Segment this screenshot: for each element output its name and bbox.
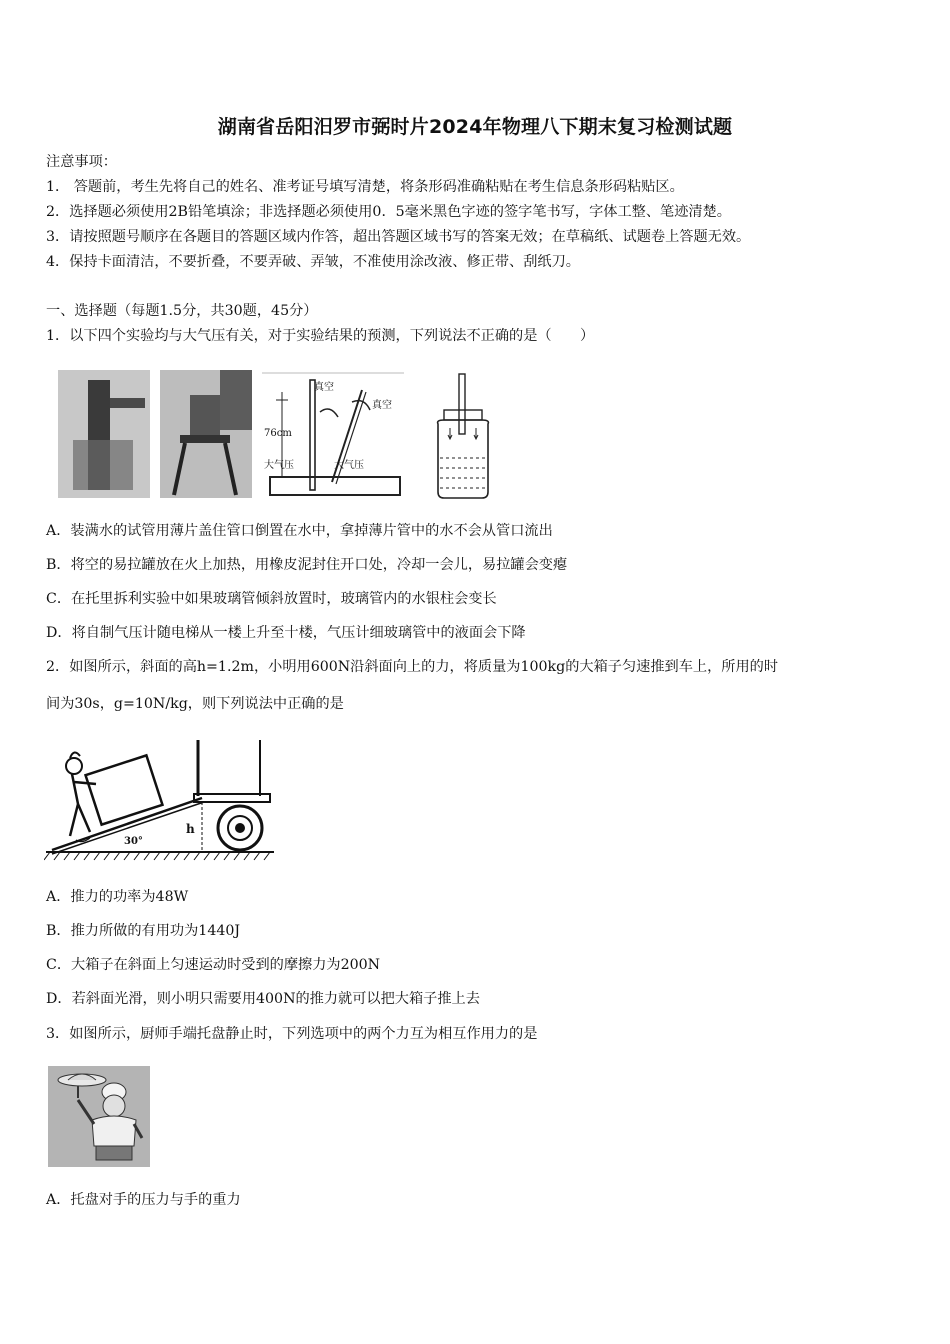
q1-photo-can-heating xyxy=(160,370,252,498)
q1-option-d: D．将自制气压计随电梯从一楼上升至十楼，气压计细玻璃管中的液面会下降 xyxy=(46,625,526,641)
q2-option-a: A．推力的功率为48W xyxy=(46,889,189,905)
label-76cm: 76cm xyxy=(264,428,292,439)
q1-stem: 1．以下四个实验均与大气压有关，对于实验结果的预测，下列说法不正确的是（ ） xyxy=(46,328,595,344)
q1-option-a: A．装满水的试管用薄片盖住管口倒置在水中，拿掉薄片管中的水不会从管口流出 xyxy=(46,523,553,539)
label-atm-2: 大气压 xyxy=(334,460,364,471)
q2-stem-line-1: 2．如图所示，斜面的高h=1.2m，小明用600N沿斜面向上的力，将质量为100kg的大箱子匀速推到车上，所用的时 xyxy=(46,659,779,675)
q1-photo-test-tube xyxy=(58,370,150,498)
page-title: 湖南省岳阳汨罗市弼时片2024年物理八下期末复习检测试题 xyxy=(217,116,733,138)
notes-heading: 注意事项： xyxy=(46,154,117,170)
label-angle: 30° xyxy=(124,836,143,847)
section-heading: 一、选择题（每题1.5分，共30题，45分） xyxy=(46,303,318,319)
q2-option-c: C．大箱子在斜面上匀速运动时受到的摩擦力为200N xyxy=(46,957,381,973)
note-item-1: 1． 答题前，考生先将自己的姓名、准考证号填写清楚，将条形码准确粘贴在考生信息条形码粘贴区。 xyxy=(46,179,684,195)
q1-option-b: B．将空的易拉罐放在火上加热，用橡皮泥封住开口处，冷却一会儿，易拉罐会变瘪 xyxy=(46,557,568,573)
q2-option-d: D．若斜面光滑，则小明只需要用400N的推力就可以把大箱子推上去 xyxy=(46,991,480,1007)
label-atm-1: 大气压 xyxy=(264,460,294,471)
note-item-2: 2．选择题必须使用2B铅笔填涂；非选择题必须使用0．5毫米黑色字迹的签字笔书写，字体工整、笔迹清楚。 xyxy=(46,204,731,220)
q3-option-a: A．托盘对手的压力与手的重力 xyxy=(46,1192,241,1208)
q3-image-chef xyxy=(48,1066,150,1167)
q2-stem-line-2: 间为30s，g=10N/kg，则下列说法中正确的是 xyxy=(46,696,344,712)
q2-option-b: B．推力所做的有用功为1440J xyxy=(46,923,241,939)
q1-option-c: C．在托里拆利实验中如果玻璃管倾斜放置时，玻璃管内的水银柱会变长 xyxy=(46,591,497,607)
label-vacuum-1: 真空 xyxy=(314,382,334,393)
note-item-4: 4．保持卡面清洁，不要折叠，不要弄破、弄皱，不准使用涂改液、修正带、刮纸刀。 xyxy=(46,254,580,270)
label-vacuum-2: 真空 xyxy=(372,400,392,411)
q2-diagram-ramp xyxy=(44,740,276,864)
q1-diagram-torricelli xyxy=(262,372,404,502)
q1-diagram-barometer xyxy=(428,372,498,502)
note-item-3: 3．请按照题号顺序在各题目的答题区域内作答，超出答题区域书写的答案无效；在草稿纸、试题卷上答题无效。 xyxy=(46,229,751,245)
label-h: h xyxy=(186,822,195,836)
q3-stem: 3．如图所示，厨师手端托盘静止时，下列选项中的两个力互为相互作用力的是 xyxy=(46,1026,538,1042)
